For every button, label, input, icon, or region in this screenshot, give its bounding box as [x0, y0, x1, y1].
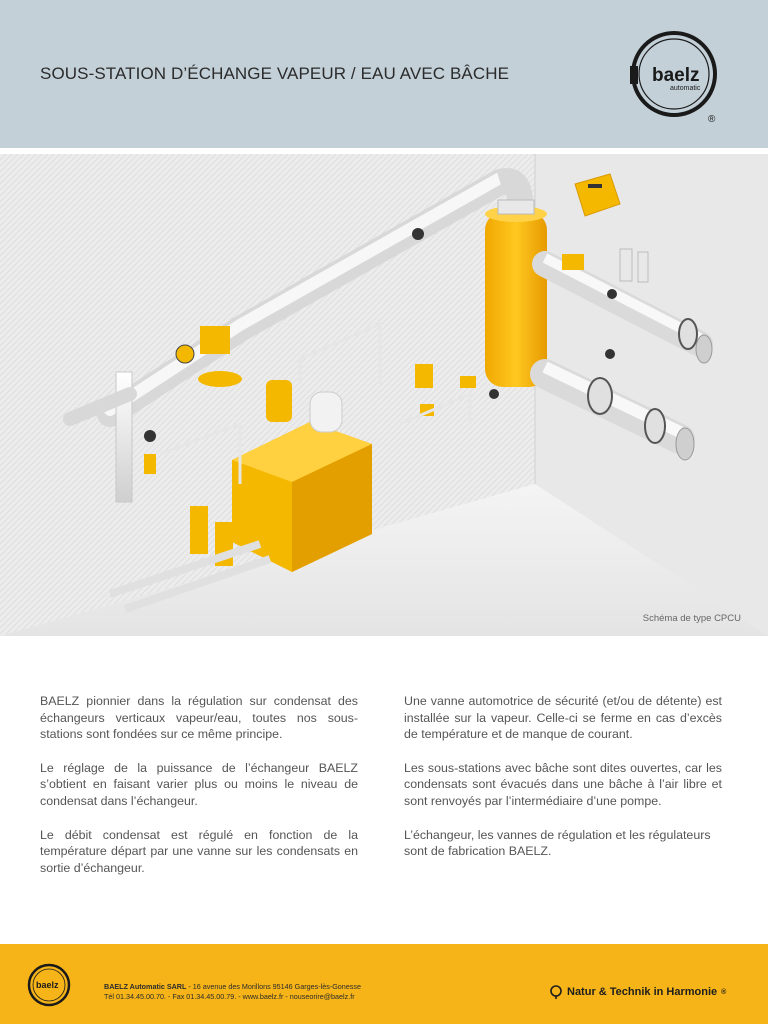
footer-logo [26, 962, 72, 1013]
baelz-logo [628, 30, 720, 131]
illustration-caption: Schéma de type CPCU [642, 613, 741, 624]
heat-exchanger [485, 212, 547, 387]
text-column-left [40, 693, 358, 893]
leaf-icon [549, 985, 563, 999]
registered-mark: ® [708, 114, 716, 125]
tagline-mark: ® [721, 988, 727, 996]
installation-illustration [0, 154, 768, 636]
company-contact: Tél 01.34.45.00.70. - Fax 01.34.45.00.79. - www.baelz.fr - nouseorire@baelz.fr [104, 992, 355, 1001]
footer-contact [104, 982, 361, 1002]
text-column-right [404, 693, 722, 877]
condensate-valve [415, 364, 433, 388]
paragraph: Le débit condensat est régulé en fonction de la température départ par une vanne sur les condensats en sortie d’échangeur. [40, 827, 358, 875]
paragraph: BAELZ pionnier dans la régulation sur condensat des échangeurs verticaux vapeur/eau, toutes nos sous-stations sont fondées sur ce même principe. [40, 694, 358, 742]
footer-logo-text: baelz [36, 980, 59, 990]
tagline-text: Natur & Technik in Harmonie [567, 986, 718, 998]
page-title: SOUS-STATION D’ÉCHANGE VAPEUR / EAU AVEC BÂCHE [40, 64, 510, 83]
steam-valve [198, 371, 242, 387]
paragraph: Une vanne automotrice de sécurité (et/ou de détente) est installée sur la vapeur. Celle-ci se ferme en cas d’excès de température et de manque de courant. [404, 694, 722, 742]
company-address: - 16 avenue des Morillons 95146 Garges-lès-Gonesse [186, 982, 361, 991]
company-name: BAELZ Automatic SARL [104, 982, 187, 991]
paragraph: L’échangeur, les vannes de régulation et les régulateurs sont de fabrication BAELZ. [404, 827, 711, 859]
paragraph: Le réglage de la puissance de l’échangeur BAELZ s’obtient en faisant varier plus ou moins le niveau de condensat dans l’échangeur. [40, 760, 358, 808]
paragraph: Les sous-stations avec bâche sont dites ouvertes, car les condensats sont évacués dans une bâche à l’air libre et sont renvoyés par l’intermédiaire d’une pompe. [404, 760, 722, 808]
logo-text: baelz [652, 65, 700, 86]
tagline [549, 985, 726, 999]
logo-subtext: automatic [670, 85, 701, 92]
pump-1 [190, 506, 208, 554]
